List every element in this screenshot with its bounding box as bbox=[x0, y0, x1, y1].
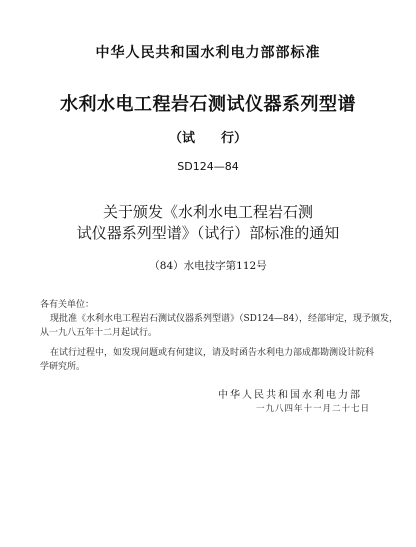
paragraph-1-line-2: 从一九八五年十二月起试行。 bbox=[40, 328, 158, 338]
signature-organization: 中华人民共和国水利电力部 bbox=[218, 390, 362, 401]
document-number: （84）水电技字第112号 bbox=[149, 260, 267, 272]
standard-code: SD124—84 bbox=[177, 160, 239, 173]
paragraph-2-line-2: 学研究所。 bbox=[40, 362, 86, 372]
ministry-standard-heading: 中华人民共和国水利电力部部标准 bbox=[95, 45, 321, 61]
signature-date: 一九八四年十一月二十七日 bbox=[256, 404, 371, 414]
paragraph-2-line-1: 在试行过程中，如发现问题或有何建议，请及时函告水利电力部成都勘测设计院科 bbox=[50, 348, 375, 358]
notice-title-line-1: 关于颁发《水利水电工程岩石测 bbox=[102, 203, 313, 221]
document-title: 水利水电工程岩石测试仪器系列型谱 bbox=[60, 94, 356, 115]
notice-title-line-2: 试仪器系列型谱》（试行）部标准的通知 bbox=[76, 224, 340, 242]
paragraph-1-line-1: 现批准《水利水电工程岩石测试仪器系列型谱》（SD124—84），经部审定，现予颁发， bbox=[50, 314, 399, 324]
trial-label: （试 行） bbox=[168, 131, 247, 146]
salutation: 各有关单位： bbox=[40, 300, 95, 310]
